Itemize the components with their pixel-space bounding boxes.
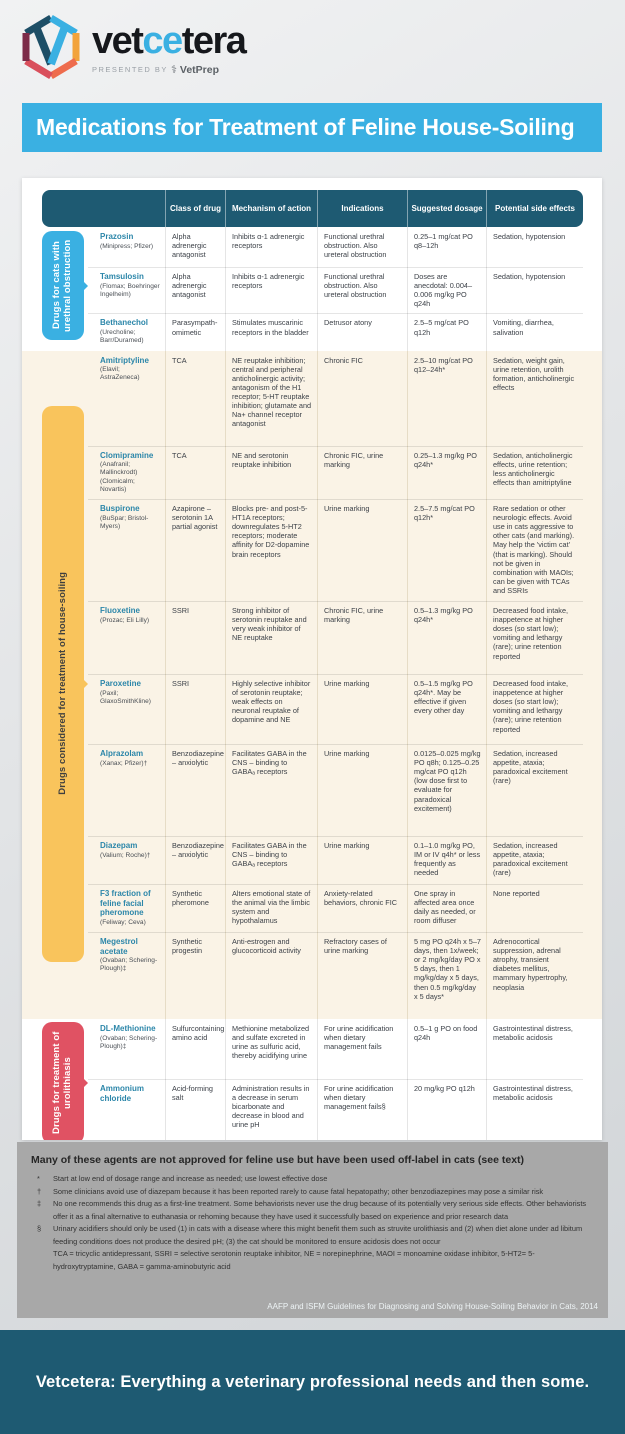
- indications-cell: Detrusor atony: [317, 313, 407, 350]
- header-indications: Indications: [317, 190, 407, 227]
- header-mechanism: Mechanism of action: [225, 190, 317, 227]
- class-cell: Benzodiazepine – anxiolytic: [165, 836, 225, 884]
- dosage-cell: 20 mg/kg PO q12h: [407, 1079, 486, 1140]
- class-cell: SSRI: [165, 674, 225, 744]
- table-row-ammonium-chloride: [42, 1079, 583, 1140]
- table-row-buspirone: [42, 499, 583, 601]
- side-effects-cell: Adrenocortical suppression, adrenal atrophy, transient diabetes mellitus, mammary hypertrophy, neoplasia: [486, 932, 583, 1019]
- mechanism-cell: Stimulates muscarinic receptors in the bladder: [225, 313, 317, 350]
- drug-cell: [88, 744, 165, 836]
- source-attribution: AAFP and ISFM Guidelines for Diagnosing and Solving House-Soiling Behavior in Cats, 2014: [267, 1302, 598, 1311]
- footnotes-panel: [17, 1142, 608, 1318]
- side-effects-cell: Rare sedation or other neurologic effects. Avoid use in cats aggressive to other cats (and marking). May help the 'victim cat' (that is marking). Should not be given in combination with MAOIs; can be given with TCAs and SSRIs: [486, 499, 583, 601]
- drug-name: Fluoxetine: [100, 606, 141, 616]
- drug-brand: (Urecholine; Barr/Duramed): [100, 329, 144, 345]
- side-effects-cell: Vomiting, diarrhea, salivation: [486, 313, 583, 350]
- drug-brand: (Elavil; AstraZeneca): [100, 366, 140, 382]
- drug-name: Amitriptyline: [100, 355, 149, 365]
- drug-name: Alprazolam: [100, 749, 144, 759]
- footnote-item: [31, 1186, 596, 1199]
- group-label-urolithiasis: Drugs for treatment of urolithiasis: [42, 1022, 84, 1140]
- dosage-cell: 0.25–1 mg/cat PO q8–12h: [407, 227, 486, 267]
- drug-name: Prazosin: [100, 232, 134, 241]
- table-row-amitriptyline: [42, 351, 583, 446]
- group-label-house-soiling: Drugs considered for treatment of house-soiling: [42, 406, 84, 962]
- footnote-marker: †: [37, 1186, 42, 1196]
- side-effects-cell: Sedation, weight gain, urine retention, urolith formation, anticholinergic effects: [486, 351, 583, 446]
- drug-cell: [88, 836, 165, 884]
- medication-table-card: [22, 178, 602, 1140]
- footer-tagline: Vetcetera: Everything a veterinary professional needs and then some.: [35, 1372, 590, 1391]
- class-cell: Sulfurcontaining amino acid: [165, 1019, 225, 1079]
- side-effects-cell: Gastrointestinal distress, metabolic acidosis: [486, 1019, 583, 1079]
- footnotes-heading: Many of these agents are not approved for feline use but have been used off-label in cats (see text): [31, 1154, 525, 1166]
- drug-brand: (Xanax; Pfizer)†: [100, 759, 148, 767]
- indications-cell: Urine marking: [317, 836, 407, 884]
- class-cell: TCA: [165, 446, 225, 500]
- group-urethral-obstruction: [22, 227, 602, 351]
- header-spacer: [42, 190, 165, 227]
- footnote-text: TCA = tricyclic antidepressant, SSRI = selective serotonin reuptake inhibitor, NE = norepinephrine, MAOI = monoamine oxidase inhibitor, 5-HT2= 5-hydroxytryptamine, GABA = gamma-aminobutyric acid: [53, 1249, 535, 1272]
- side-effects-cell: Sedation, hypotension: [486, 227, 583, 267]
- drug-cell: [88, 932, 165, 1019]
- footnote-item: [31, 1198, 596, 1223]
- drug-cell: [88, 446, 165, 500]
- drug-brand: (Flomax; Boehringer Ingelheim): [100, 282, 160, 298]
- class-cell: Parasympath-omimetic: [165, 313, 225, 350]
- side-effects-cell: Sedation, anticholinergic effects, urine retention; less anticholinergic effects than amitriptyline: [486, 446, 583, 500]
- side-effects-cell: Sedation, increased appetite, ataxia; paradoxical excitement (rare): [486, 836, 583, 884]
- mechanism-cell: Inhibits α-1 adrenergic receptors: [225, 227, 317, 267]
- table-row-tamsulosin: [42, 267, 583, 313]
- group-label-urethral-obstruction: Drugs for cats with urethral obstruction: [42, 231, 84, 340]
- footnote-text: Start at low end of dosage range and increase as needed; use lowest effective dose: [53, 1174, 328, 1183]
- vetcetera-logo-icon: [20, 14, 82, 82]
- mechanism-cell: Administration results in a decrease in serum bicarbonate and decrease in blood and urine pH: [225, 1079, 317, 1140]
- footnote-text: No one recommends this drug as a first-line treatment. Some behaviorists never use the drug because of its potentially very serious side effects. Other behaviorists offer it as a final alternative to euthanasia or rehoming because they have used it successfully based on experience and prior research data: [53, 1199, 587, 1221]
- drug-brand: (Minipress; Pfizer): [100, 242, 154, 250]
- table-row-alprazolam: [42, 744, 583, 836]
- table-row-f3-pheromone: [42, 884, 583, 932]
- indications-cell: For urine acidification when dietary management fails: [317, 1019, 407, 1079]
- drug-cell: [88, 313, 165, 350]
- indications-cell: Anxiety-related behaviors, chronic FIC: [317, 884, 407, 932]
- indications-cell: Urine marking: [317, 674, 407, 744]
- brand-text: [92, 14, 245, 76]
- class-cell: Acid-forming salt: [165, 1079, 225, 1140]
- drug-name: Clomipramine: [100, 450, 154, 460]
- drug-brand: (BuSpar; Bristol-Myers): [100, 514, 149, 530]
- indications-cell: Chronic FIC, urine marking: [317, 601, 407, 674]
- drug-cell: [88, 674, 165, 744]
- footnote-text: Urinary acidifiers should only be used (1) in cats with a disease where this might benefit them such as struvite urolithiasis and (2) when diet alone under ad libitum feeding conditions does not produce the desired pH; (3) the cat should be monitored to ensure acidosis does not occur: [53, 1224, 583, 1246]
- header-side-effects: Potential side effects: [486, 190, 583, 227]
- mechanism-cell: Alters emotional state of the animal via the limbic system and hypothalamus: [225, 884, 317, 932]
- mechanism-cell: NE and serotonin reuptake inhibition: [225, 446, 317, 500]
- footnote-abbreviations: [31, 1248, 596, 1273]
- side-effects-cell: Gastrointestinal distress, metabolic acidosis: [486, 1079, 583, 1140]
- footer-bar: [0, 1330, 625, 1434]
- dosage-cell: One spray in affected area once daily as needed, or room diffuser: [407, 884, 486, 932]
- table-header-row: [42, 190, 583, 227]
- drug-name: Bethanechol: [100, 318, 149, 328]
- vetprep-stethoscope-icon: ⚕: [170, 64, 177, 76]
- mechanism-cell: Anti-estrogen and glucocorticoid activity: [225, 932, 317, 1019]
- table-row-clomipramine: [42, 446, 583, 500]
- mechanism-cell: Facilitates GABA in the CNS – binding to GABAₐ receptors: [225, 836, 317, 884]
- drug-name: DL-Methionine: [100, 1024, 156, 1034]
- footnote-marker: §: [37, 1224, 42, 1234]
- class-cell: Benzodiazepine – anxiolytic: [165, 744, 225, 836]
- drug-brand: (Ovaban; Schering-Plough)‡: [100, 1034, 158, 1050]
- indications-cell: Functional urethral obstruction. Also ureteral obstruction: [317, 227, 407, 267]
- side-effects-cell: Sedation, increased appetite, ataxia; paradoxical excitement (rare): [486, 744, 583, 836]
- drug-brand: (Prozac; Eli Lilly): [100, 616, 150, 624]
- footnote-marker: ‡: [37, 1199, 42, 1209]
- drug-cell: [88, 267, 165, 313]
- dosage-cell: 5 mg PO q24h x 5–7 days, then 1x/week; or 2 mg/kg/day PO x 5 days, then 1 mg/kg/day x 5 days, then 0.5 mg/kg/day x 5 days*: [407, 932, 486, 1019]
- side-effects-cell: Sedation, hypotension: [486, 267, 583, 313]
- class-cell: SSRI: [165, 601, 225, 674]
- brand-header: [20, 14, 245, 82]
- drug-cell: [88, 1019, 165, 1079]
- footnote-marker: [31, 1248, 53, 1273]
- table-row-paroxetine: [42, 674, 583, 744]
- dosage-cell: 2.5–10 mg/cat PO q12–24h*: [407, 351, 486, 446]
- class-cell: Synthetic pheromone: [165, 884, 225, 932]
- table-row-prazosin: [42, 227, 583, 267]
- header-dosage: Suggested dosage: [407, 190, 486, 227]
- dosage-cell: 0.25–1.3 mg/kg PO q24h*: [407, 446, 486, 500]
- drug-brand: (Ovaban; Schering-Plough)‡: [100, 957, 158, 973]
- group-urolithiasis: [22, 1019, 602, 1140]
- mechanism-cell: Highly selective inhibitor of serotonin reuptake; weak effects on neuronal reuptake of dopamine and NE: [225, 674, 317, 744]
- drug-brand: (Feliway; Ceva): [100, 918, 146, 926]
- dosage-cell: 0.0125–0.025 mg/kg PO q8h; 0.125–0.25 mg/cat PO q12h (low dose first to evaluate for paradoxical excitement): [407, 744, 486, 836]
- class-cell: Azapirone – serotonin 1A partial agonist: [165, 499, 225, 601]
- dosage-cell: Doses are anecdotal: 0.004–0.006 mg/kg PO q24h: [407, 267, 486, 313]
- class-cell: TCA: [165, 351, 225, 446]
- drug-brand: (Valium; Roche)†: [100, 851, 151, 859]
- drug-name: F3 fraction of feline facial pheromone: [100, 889, 151, 918]
- class-cell: Synthetic progestin: [165, 932, 225, 1019]
- drug-brand: (Anafranil; Mallinckrodt) (Clomicalm; Novartis): [100, 461, 138, 493]
- table-row-bethanechol: [42, 313, 583, 350]
- mechanism-cell: Facilitates GABA in the CNS – binding to GABAₐ receptors: [225, 744, 317, 836]
- indications-cell: Refractory cases of urine marking: [317, 932, 407, 1019]
- mechanism-cell: Blocks pre- and post-5-HT1A receptors; downregulates 5-HT2 receptors; moderate affinity for D2-dopamine brain receptors: [225, 499, 317, 601]
- side-effects-cell: Decreased food intake, inappetence at higher doses (so start low); vomiting and lethargy (rare); urine retention reported: [486, 674, 583, 744]
- drug-cell: [88, 499, 165, 601]
- indications-cell: For urine acidification when dietary management fails§: [317, 1079, 407, 1140]
- indications-cell: Functional urethral obstruction. Also ureteral obstruction: [317, 267, 407, 313]
- drug-brand: (Paxil; GlaxoSmithKline): [100, 689, 151, 705]
- drug-cell: [88, 884, 165, 932]
- footnote-text: Some clinicians avoid use of diazepam because it has been reported rarely to cause fatal hepatopathy; other benzodiazepines may pose a similar risk: [53, 1186, 544, 1196]
- drug-cell: [88, 227, 165, 267]
- dosage-cell: 0.1–1.0 mg/kg PO, IM or IV q4h* or less frequently as needed: [407, 836, 486, 884]
- indications-cell: Chronic FIC, urine marking: [317, 446, 407, 500]
- presented-by-label: PRESENTED BY: [92, 65, 168, 74]
- drug-name: Paroxetine: [100, 679, 141, 689]
- presented-by: [92, 63, 245, 76]
- dosage-cell: 0.5–1 g PO on food q24h: [407, 1019, 486, 1079]
- class-cell: Alpha adrenergic antagonist: [165, 267, 225, 313]
- drug-cell: [88, 601, 165, 674]
- table-row-fluoxetine: [42, 601, 583, 674]
- indications-cell: Urine marking: [317, 499, 407, 601]
- dosage-cell: 2.5–5 mg/cat PO q12h: [407, 313, 486, 350]
- dosage-cell: 0.5–1.5 mg/kg PO q24h*. May be effective if given every other day: [407, 674, 486, 744]
- header-class-of-drug: Class of drug: [165, 190, 225, 227]
- side-effects-cell: Decreased food intake, inappetence at higher doses (so start low); vomiting and lethargy (rare); urine retention reported: [486, 601, 583, 674]
- table-row-dl-methionine: [42, 1019, 583, 1079]
- vetprep-name: VetPrep: [179, 63, 219, 76]
- footnote-item: [31, 1223, 596, 1248]
- drug-name: Megestrol acetate: [100, 937, 138, 956]
- drug-name: Tamsulosin: [100, 272, 144, 281]
- footnote-marker: *: [37, 1174, 40, 1183]
- dosage-cell: 2.5–7.5 mg/cat PO q12h*: [407, 499, 486, 601]
- mechanism-cell: Strong inhibitor of serotonin reuptake and very weak inhibitor of NE reuptake: [225, 601, 317, 674]
- drug-cell: [88, 1079, 165, 1140]
- side-effects-cell: None reported: [486, 884, 583, 932]
- drug-name: Diazepam: [100, 841, 138, 851]
- class-cell: Alpha adrenergic antagonist: [165, 227, 225, 267]
- mechanism-cell: Methionine metabolized and sulfate excreted in urine as sulfuric acid, thereby acidifying urine: [225, 1019, 317, 1079]
- drug-name: Buspirone: [100, 504, 140, 514]
- drug-cell: [88, 351, 165, 446]
- mechanism-cell: NE reuptake inhibition; central and peripheral anticholinergic activity; antagonism of the H1 receptor; 5-HT reuptake inhibition; glutamate and Na+ channel receptor antagonist: [225, 351, 317, 446]
- wordmark: vetcetera: [92, 20, 246, 62]
- mechanism-cell: Inhibits α-1 adrenergic receptors: [225, 267, 317, 313]
- page-title: Medications for Treatment of Feline House-Soiling: [22, 103, 602, 152]
- table-row-megestrol-acetate: [42, 932, 583, 1019]
- drug-name: Ammonium chloride: [100, 1084, 144, 1103]
- indications-cell: Urine marking: [317, 744, 407, 836]
- group-house-soiling: [22, 351, 602, 1020]
- table-row-diazepam: [42, 836, 583, 884]
- footnote-item: [31, 1173, 596, 1186]
- dosage-cell: 0.5–1.3 mg/kg PO q24h*: [407, 601, 486, 674]
- indications-cell: Chronic FIC: [317, 351, 407, 446]
